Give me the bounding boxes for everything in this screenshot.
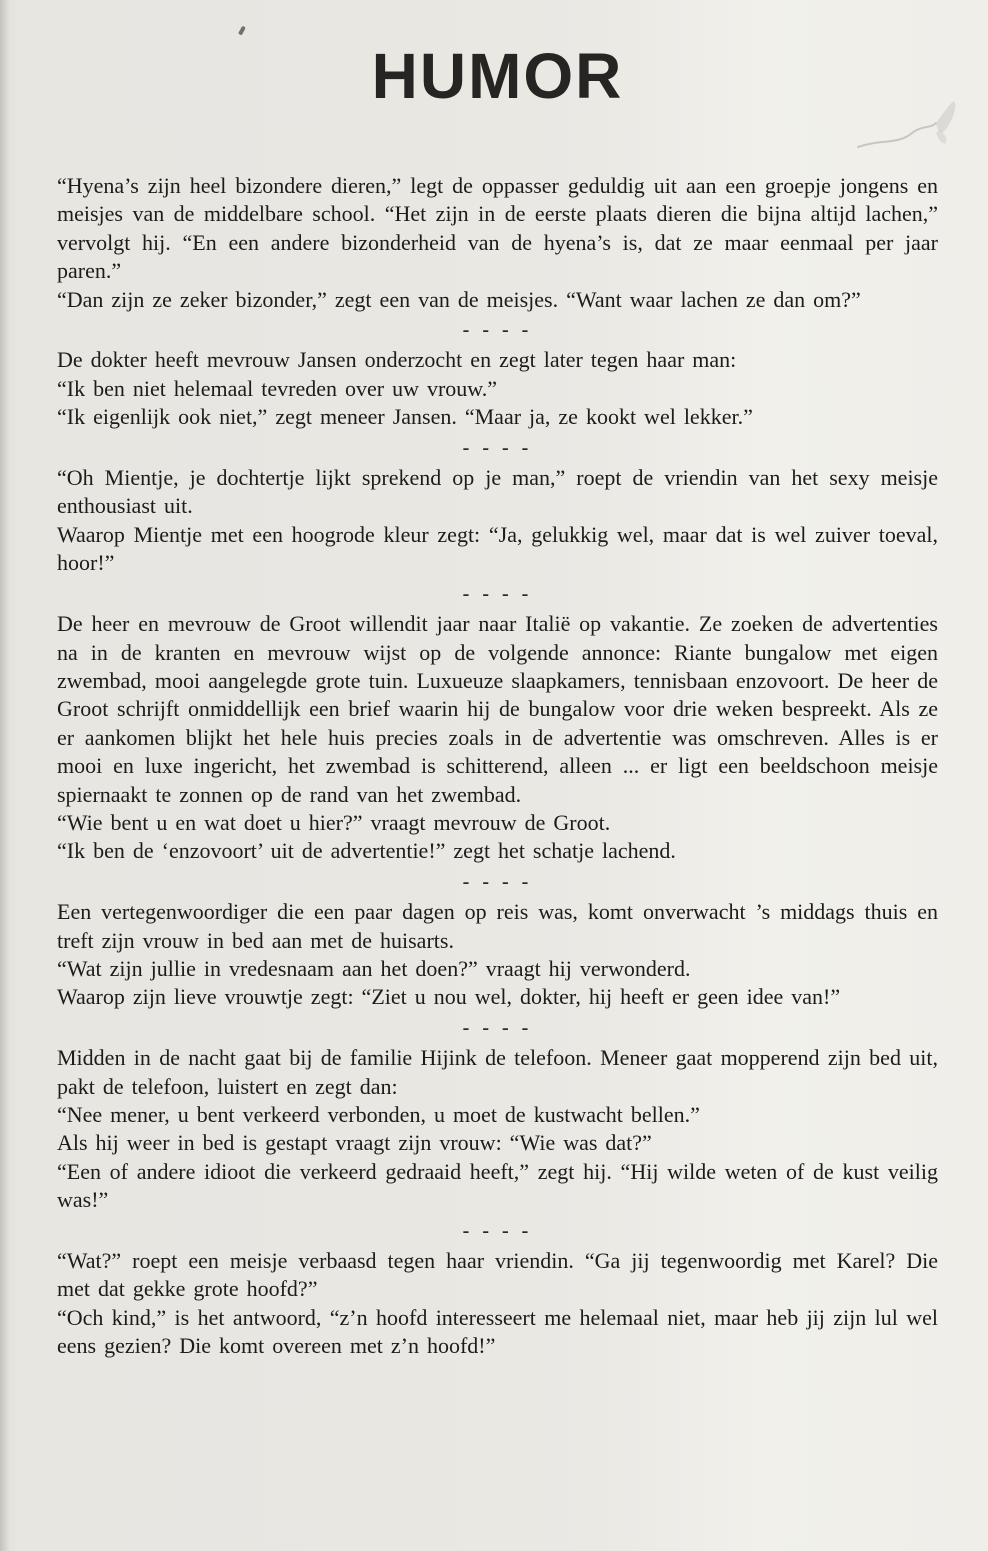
- joke-block: [57, 610, 938, 866]
- joke-block: [57, 172, 938, 314]
- joke-paragraph: “Och kind,” is het antwoord, “z’n hoofd interesseert me helemaal niet, maar heb jij zijn lul wel eens gezien? Die komt overeen met z’n hoofd!”: [57, 1304, 938, 1359]
- joke-paragraph: “Dan zijn ze zeker bizonder,” zegt een van de meisjes. “Want waar lachen ze dan om?”: [57, 286, 861, 312]
- joke-paragraph: “Een of andere idioot die verkeerd gedraaid heeft,” zegt hij. “Hij wilde weten of de kust veilig was!”: [57, 1158, 938, 1213]
- joke-separator: - - - -: [462, 1016, 533, 1039]
- joke-paragraph: De heer en mevrouw de Groot willendit jaar naar Italië op vakantie. Ze zoeken de advertenties na in de kranten en mevrouw wijst op de volgende annonce: Riante bungalow met eigen zwembad, mooi aangelegde grote tuin. Luxueuze slaapkamers, tennisbaan enzovoort. De heer de Groot schrijft onmiddellijk een brief waarin hij de bungalow voor drie weken bespreekt. Als ze er aankomen blijkt het hele huis precies zoals in de advertentie was omschreven. Alles is er mooi en luxe ingericht, het zwembad is schitterend, alleen ... er ligt een beeldschoon meisje spiernaakt te zonnen op de rand van het zwembad.: [57, 611, 938, 807]
- page-edge-shadow: [0, 0, 10, 1551]
- joke-paragraph: Een vertegenwoordiger die een paar dagen op reis was, komt onverwacht ’s middags thuis en treft zijn vrouw in bed aan met de huisarts.: [57, 899, 938, 953]
- joke-paragraph: “Wat zijn jullie in vredesnaam aan het doen?” vraagt hij verwonderd.: [57, 955, 691, 981]
- jokes-container: [57, 172, 938, 1361]
- joke-paragraph: “Nee mener, u bent verkeerd verbonden, u moet de kustwacht bellen.”: [57, 1102, 700, 1127]
- joke-block: [57, 898, 938, 1012]
- text-column: [57, 0, 938, 1361]
- joke-paragraph: De dokter heeft mevrouw Jansen onderzocht en zegt later tegen haar man:: [57, 347, 737, 373]
- page-title: HUMOR: [371, 40, 624, 112]
- joke-paragraph: Waarop Mientje met een hoogrode kleur zegt: “Ja, gelukkig wel, maar dat is wel zuiver toeval, hoor!”: [57, 521, 938, 576]
- joke-paragraph: “Wat?” roept een meisje verbaasd tegen haar vriendin. “Ga jij tegenwoordig met Karel? Die met dat gekke grote hoofd?”: [57, 1248, 938, 1302]
- joke-paragraph: “Wie bent u en wat doet u hier?” vraagt mevrouw de Groot.: [57, 809, 611, 835]
- joke-paragraph: “Ik eigenlijk ook niet,” zegt meneer Jansen. “Maar ja, ze kookt wel lekker.”: [57, 404, 753, 430]
- joke-separator: - - - -: [462, 870, 533, 893]
- joke-paragraph: “Ik ben niet helemaal tevreden over uw vrouw.”: [57, 375, 498, 401]
- joke-block: [57, 1247, 938, 1361]
- joke-paragraph: Midden in de nacht gaat bij de familie Hijink de telefoon. Meneer gaat mopperend zijn bed uit, pakt de telefoon, luistert en zegt dan:: [57, 1045, 938, 1099]
- joke-paragraph: Als hij weer in bed is gestapt vraagt zijn vrouw: “Wie was dat?”: [57, 1130, 652, 1156]
- joke-paragraph: Waarop zijn lieve vrouwtje zegt: “Ziet u nou wel, dokter, hij heeft er geen idee van!”: [57, 984, 841, 1010]
- joke-separator: - - - -: [462, 436, 533, 459]
- joke-paragraph: “Oh Mientje, je dochtertje lijkt sprekend op je man,” roept de vriendin van het sexy meisje enthousiast uit.: [57, 465, 938, 519]
- joke-block: [57, 1044, 938, 1214]
- joke-paragraph: “Hyena’s zijn heel bizondere dieren,” legt de oppasser geduldig uit aan een groepje jongens en meisjes van de middelbare school. “Het zijn in de eerste plaats dieren die bijna altijd lachen,” vervolgt hij. “En een andere bizonderheid van de hyena’s is, dat ze maar eenmaal per jaar paren.”: [57, 173, 938, 284]
- joke-block: [57, 346, 938, 431]
- joke-separator: - - - -: [462, 1219, 533, 1242]
- joke-block: [57, 464, 938, 578]
- joke-paragraph: “Ik ben de ‘enzovoort’ uit de advertentie!” zegt het schatje lachend.: [57, 838, 676, 864]
- joke-separator: - - - -: [462, 582, 533, 605]
- joke-separator: - - - -: [462, 319, 533, 342]
